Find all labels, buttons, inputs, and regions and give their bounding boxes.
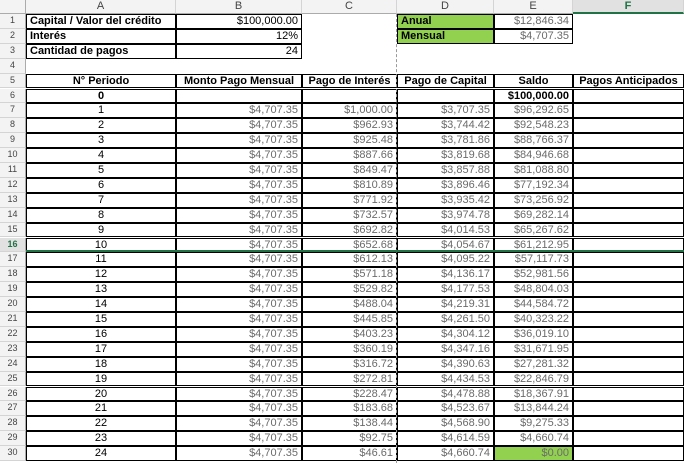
row-header-25[interactable]: 25 xyxy=(0,372,26,387)
interest-payment[interactable]: $183.68 xyxy=(302,401,397,416)
capital-payment[interactable]: $4,614.59 xyxy=(397,431,494,446)
row-header-10[interactable]: 10 xyxy=(0,148,26,163)
row-header-29[interactable]: 29 xyxy=(0,431,26,446)
initial-balance[interactable]: $100,000.00 xyxy=(494,89,573,104)
advance-payment-cell[interactable] xyxy=(573,252,684,267)
advance-payment-cell[interactable] xyxy=(573,148,684,163)
row-header-11[interactable]: 11 xyxy=(0,163,26,178)
table-header-1[interactable]: N° Periodo xyxy=(26,74,176,89)
balance[interactable]: $9,275.33 xyxy=(494,416,573,431)
period-number[interactable]: 3 xyxy=(26,133,176,148)
empty-cell[interactable] xyxy=(302,89,397,104)
row-header-20[interactable]: 20 xyxy=(0,297,26,312)
period-number[interactable]: 7 xyxy=(26,193,176,208)
payments-label[interactable]: Cantidad de pagos xyxy=(26,44,176,59)
interest-payment[interactable]: $138.44 xyxy=(302,416,397,431)
row-header-13[interactable]: 13 xyxy=(0,193,26,208)
period-number[interactable]: 9 xyxy=(26,223,176,238)
interest-payment[interactable]: $925.48 xyxy=(302,133,397,148)
advance-payment-cell[interactable] xyxy=(573,327,684,342)
interest-payment[interactable]: $1,000.00 xyxy=(302,103,397,118)
advance-payment-cell[interactable] xyxy=(573,342,684,357)
row-header-5[interactable]: 5 xyxy=(0,74,26,89)
monthly-payment[interactable]: $4,707.35 xyxy=(176,163,302,178)
advance-payment-cell[interactable] xyxy=(573,416,684,431)
advance-payment-cell[interactable] xyxy=(573,267,684,282)
monthly-payment[interactable]: $4,707.35 xyxy=(176,133,302,148)
capital-payment[interactable]: $4,177.53 xyxy=(397,282,494,297)
annual-value[interactable]: $12,846.34 xyxy=(494,14,573,29)
monthly-payment[interactable]: $4,707.35 xyxy=(176,431,302,446)
period-number[interactable]: 20 xyxy=(26,387,176,402)
advance-payment-cell[interactable] xyxy=(573,282,684,297)
column-header-b[interactable]: B xyxy=(176,0,302,14)
advance-payment-cell[interactable] xyxy=(573,357,684,372)
period-number[interactable]: 11 xyxy=(26,252,176,267)
empty-cell[interactable] xyxy=(176,89,302,104)
monthly-payment[interactable]: $4,707.35 xyxy=(176,446,302,461)
capital-payment[interactable]: $4,390.63 xyxy=(397,357,494,372)
capital-payment[interactable]: $4,261.50 xyxy=(397,312,494,327)
advance-payment-cell[interactable] xyxy=(573,431,684,446)
balance[interactable]: $84,946.68 xyxy=(494,148,573,163)
capital-payment[interactable]: $4,434.53 xyxy=(397,372,494,387)
period-number[interactable]: 21 xyxy=(26,401,176,416)
balance[interactable]: $31,671.95 xyxy=(494,342,573,357)
balance[interactable]: $61,212.95 xyxy=(494,238,573,253)
interest-payment[interactable]: $272.81 xyxy=(302,372,397,387)
advance-payment-cell[interactable] xyxy=(573,297,684,312)
interest-payment[interactable]: $962.93 xyxy=(302,118,397,133)
row-header-15[interactable]: 15 xyxy=(0,223,26,238)
monthly-payment[interactable]: $4,707.35 xyxy=(176,118,302,133)
period-number[interactable]: 4 xyxy=(26,148,176,163)
capital-payment[interactable]: $3,707.35 xyxy=(397,103,494,118)
monthly-payment[interactable]: $4,707.35 xyxy=(176,357,302,372)
period-number[interactable]: 5 xyxy=(26,163,176,178)
row-header-1[interactable]: 1 xyxy=(0,14,26,29)
balance[interactable]: $40,323.22 xyxy=(494,312,573,327)
monthly-payment[interactable]: $4,707.35 xyxy=(176,178,302,193)
interest-payment[interactable]: $571.18 xyxy=(302,267,397,282)
selected-row-indicator xyxy=(26,250,684,252)
interest-payment[interactable]: $612.13 xyxy=(302,252,397,267)
period-number[interactable]: 1 xyxy=(26,103,176,118)
advance-payment-cell[interactable] xyxy=(573,89,684,104)
monthly-payment[interactable]: $4,707.35 xyxy=(176,148,302,163)
interest-payment[interactable]: $887.66 xyxy=(302,148,397,163)
capital-payment[interactable]: $3,857.88 xyxy=(397,163,494,178)
row-header-6[interactable]: 6 xyxy=(0,89,26,104)
period-number[interactable]: 14 xyxy=(26,297,176,312)
capital-payment[interactable]: $4,660.74 xyxy=(397,446,494,461)
interest-payment[interactable]: $445.85 xyxy=(302,312,397,327)
interest-payment[interactable]: $810.89 xyxy=(302,178,397,193)
capital-payment[interactable]: $4,054.67 xyxy=(397,238,494,253)
monthly-payment[interactable]: $4,707.35 xyxy=(176,103,302,118)
balance[interactable]: $48,804.03 xyxy=(494,282,573,297)
row-header-2[interactable]: 2 xyxy=(0,29,26,44)
balance[interactable]: $52,981.56 xyxy=(494,267,573,282)
row-header-7[interactable]: 7 xyxy=(0,103,26,118)
interest-payment[interactable]: $403.23 xyxy=(302,327,397,342)
capital-payment[interactable]: $3,819.68 xyxy=(397,148,494,163)
page-break-line xyxy=(396,14,397,463)
capital-payment[interactable]: $4,304.12 xyxy=(397,327,494,342)
interest-value[interactable]: 12% xyxy=(176,29,302,44)
balance[interactable]: $18,367.91 xyxy=(494,387,573,402)
period-number[interactable]: 6 xyxy=(26,178,176,193)
monthly-payment[interactable]: $4,707.35 xyxy=(176,401,302,416)
balance[interactable]: $13,844.24 xyxy=(494,401,573,416)
row-header-18[interactable]: 18 xyxy=(0,267,26,282)
interest-payment[interactable]: $488.04 xyxy=(302,297,397,312)
balance[interactable]: $73,256.92 xyxy=(494,193,573,208)
annual-label[interactable]: Anual xyxy=(397,14,494,29)
table-header-2[interactable]: Monto Pago Mensual xyxy=(176,74,302,89)
capital-payment[interactable]: $3,974.78 xyxy=(397,208,494,223)
advance-payment-cell[interactable] xyxy=(573,446,684,461)
column-header-c[interactable]: C xyxy=(302,0,397,14)
interest-payment[interactable]: $46.61 xyxy=(302,446,397,461)
row-header-4[interactable]: 4 xyxy=(0,59,26,74)
balance[interactable]: $69,282.14 xyxy=(494,208,573,223)
advance-payment-cell[interactable] xyxy=(573,387,684,402)
monthly-payment[interactable]: $4,707.35 xyxy=(176,208,302,223)
balance[interactable]: $92,548.23 xyxy=(494,118,573,133)
column-header-a[interactable]: A xyxy=(26,0,176,14)
capital-payment[interactable]: $4,347.16 xyxy=(397,342,494,357)
balance[interactable]: $27,281.32 xyxy=(494,357,573,372)
balance[interactable]: $96,292.65 xyxy=(494,103,573,118)
capital-label[interactable]: Capital / Valor del crédito xyxy=(26,14,176,29)
period-number[interactable]: 22 xyxy=(26,416,176,431)
monthly-payment[interactable]: $4,707.35 xyxy=(176,416,302,431)
row-header-19[interactable]: 19 xyxy=(0,282,26,297)
interest-payment[interactable]: $316.72 xyxy=(302,357,397,372)
monthly-payment[interactable]: $4,707.35 xyxy=(176,327,302,342)
balance[interactable]: $0.00 xyxy=(494,446,573,461)
row-header-22[interactable]: 22 xyxy=(0,327,26,342)
balance[interactable]: $57,117.73 xyxy=(494,252,573,267)
column-header-d[interactable]: D xyxy=(397,0,494,14)
period-number[interactable]: 23 xyxy=(26,431,176,446)
table-header-4[interactable]: Pago de Capital xyxy=(397,74,494,89)
select-all-corner[interactable] xyxy=(0,0,26,14)
period-number[interactable]: 10 xyxy=(26,238,176,253)
interest-payment[interactable]: $529.82 xyxy=(302,282,397,297)
capital-payment[interactable]: $3,744.42 xyxy=(397,118,494,133)
row-header-26[interactable]: 26 xyxy=(0,387,26,402)
interest-label[interactable]: Interés xyxy=(26,29,176,44)
monthly-label[interactable]: Mensual xyxy=(397,29,494,44)
row-header-27[interactable]: 27 xyxy=(0,401,26,416)
row-header-8[interactable]: 8 xyxy=(0,118,26,133)
period-number[interactable]: 12 xyxy=(26,267,176,282)
table-header-5[interactable]: Saldo xyxy=(494,74,573,89)
row-header-24[interactable]: 24 xyxy=(0,357,26,372)
capital-payment[interactable]: $4,136.17 xyxy=(397,267,494,282)
monthly-payment[interactable]: $4,707.35 xyxy=(176,372,302,387)
period-number[interactable]: 2 xyxy=(26,118,176,133)
interest-payment[interactable]: $92.75 xyxy=(302,431,397,446)
monthly-payment[interactable]: $4,707.35 xyxy=(176,282,302,297)
advance-payment-cell[interactable] xyxy=(573,178,684,193)
interest-payment[interactable]: $360.19 xyxy=(302,342,397,357)
balance[interactable]: $77,192.34 xyxy=(494,178,573,193)
capital-payment[interactable]: $4,219.31 xyxy=(397,297,494,312)
monthly-payment[interactable]: $4,707.35 xyxy=(176,238,302,253)
interest-payment[interactable]: $228.47 xyxy=(302,387,397,402)
period-number[interactable]: 16 xyxy=(26,327,176,342)
monthly-payment[interactable]: $4,707.35 xyxy=(176,267,302,282)
period-number[interactable]: 17 xyxy=(26,342,176,357)
monthly-payment[interactable]: $4,707.35 xyxy=(176,342,302,357)
advance-payment-cell[interactable] xyxy=(573,133,684,148)
balance[interactable]: $65,267.62 xyxy=(494,223,573,238)
column-header-e[interactable]: E xyxy=(494,0,573,14)
initial-period[interactable]: 0 xyxy=(26,89,176,104)
monthly-payment[interactable]: $4,707.35 xyxy=(176,223,302,238)
period-number[interactable]: 24 xyxy=(26,446,176,461)
row-header-14[interactable]: 14 xyxy=(0,208,26,223)
capital-payment[interactable]: $4,478.88 xyxy=(397,387,494,402)
advance-payment-cell[interactable] xyxy=(573,372,684,387)
table-header-3[interactable]: Pago de Interés xyxy=(302,74,397,89)
row-header-21[interactable]: 21 xyxy=(0,312,26,327)
row-header-17[interactable]: 17 xyxy=(0,252,26,267)
interest-payment[interactable]: $732.57 xyxy=(302,208,397,223)
balance[interactable]: $22,846.79 xyxy=(494,372,573,387)
balance[interactable]: $81,088.80 xyxy=(494,163,573,178)
period-number[interactable]: 19 xyxy=(26,372,176,387)
capital-value[interactable]: $100,000.00 xyxy=(176,14,302,29)
capital-payment[interactable]: $4,095.22 xyxy=(397,252,494,267)
period-number[interactable]: 18 xyxy=(26,357,176,372)
row-header-23[interactable]: 23 xyxy=(0,342,26,357)
monthly-payment[interactable]: $4,707.35 xyxy=(176,297,302,312)
row-header-30[interactable]: 30 xyxy=(0,446,26,461)
advance-payment-cell[interactable] xyxy=(573,163,684,178)
capital-payment[interactable]: $4,523.67 xyxy=(397,401,494,416)
advance-payment-cell[interactable] xyxy=(573,401,684,416)
capital-payment[interactable]: $3,781.86 xyxy=(397,133,494,148)
capital-payment[interactable]: $3,935.42 xyxy=(397,193,494,208)
advance-payment-cell[interactable] xyxy=(573,193,684,208)
row-header-16[interactable]: 16 xyxy=(0,238,26,253)
column-header-f[interactable]: F xyxy=(573,0,684,14)
payments-value[interactable]: 24 xyxy=(176,44,302,59)
balance[interactable]: $36,019.10 xyxy=(494,327,573,342)
advance-payment-cell[interactable] xyxy=(573,208,684,223)
advance-payment-cell[interactable] xyxy=(573,223,684,238)
monthly-payment[interactable]: $4,707.35 xyxy=(176,387,302,402)
period-number[interactable]: 13 xyxy=(26,282,176,297)
balance[interactable]: $88,766.37 xyxy=(494,133,573,148)
interest-payment[interactable]: $849.47 xyxy=(302,163,397,178)
capital-payment[interactable]: $4,568.90 xyxy=(397,416,494,431)
row-header-28[interactable]: 28 xyxy=(0,416,26,431)
capital-payment[interactable]: $3,896.46 xyxy=(397,178,494,193)
period-number[interactable]: 8 xyxy=(26,208,176,223)
interest-payment[interactable]: $692.82 xyxy=(302,223,397,238)
advance-payment-cell[interactable] xyxy=(573,118,684,133)
period-number[interactable]: 15 xyxy=(26,312,176,327)
monthly-payment[interactable]: $4,707.35 xyxy=(176,252,302,267)
monthly-value[interactable]: $4,707.35 xyxy=(494,29,573,44)
balance[interactable]: $4,660.74 xyxy=(494,431,573,446)
interest-payment[interactable]: $652.68 xyxy=(302,238,397,253)
table-header-6[interactable]: Pagos Anticipados xyxy=(573,74,684,89)
advance-payment-cell[interactable] xyxy=(573,312,684,327)
row-header-12[interactable]: 12 xyxy=(0,178,26,193)
capital-payment[interactable]: $4,014.53 xyxy=(397,223,494,238)
monthly-payment[interactable]: $4,707.35 xyxy=(176,312,302,327)
monthly-payment[interactable]: $4,707.35 xyxy=(176,193,302,208)
empty-cell[interactable] xyxy=(397,89,494,104)
advance-payment-cell[interactable] xyxy=(573,103,684,118)
row-header-9[interactable]: 9 xyxy=(0,133,26,148)
row-header-3[interactable]: 3 xyxy=(0,44,26,59)
balance[interactable]: $44,584.72 xyxy=(494,297,573,312)
interest-payment[interactable]: $771.92 xyxy=(302,193,397,208)
